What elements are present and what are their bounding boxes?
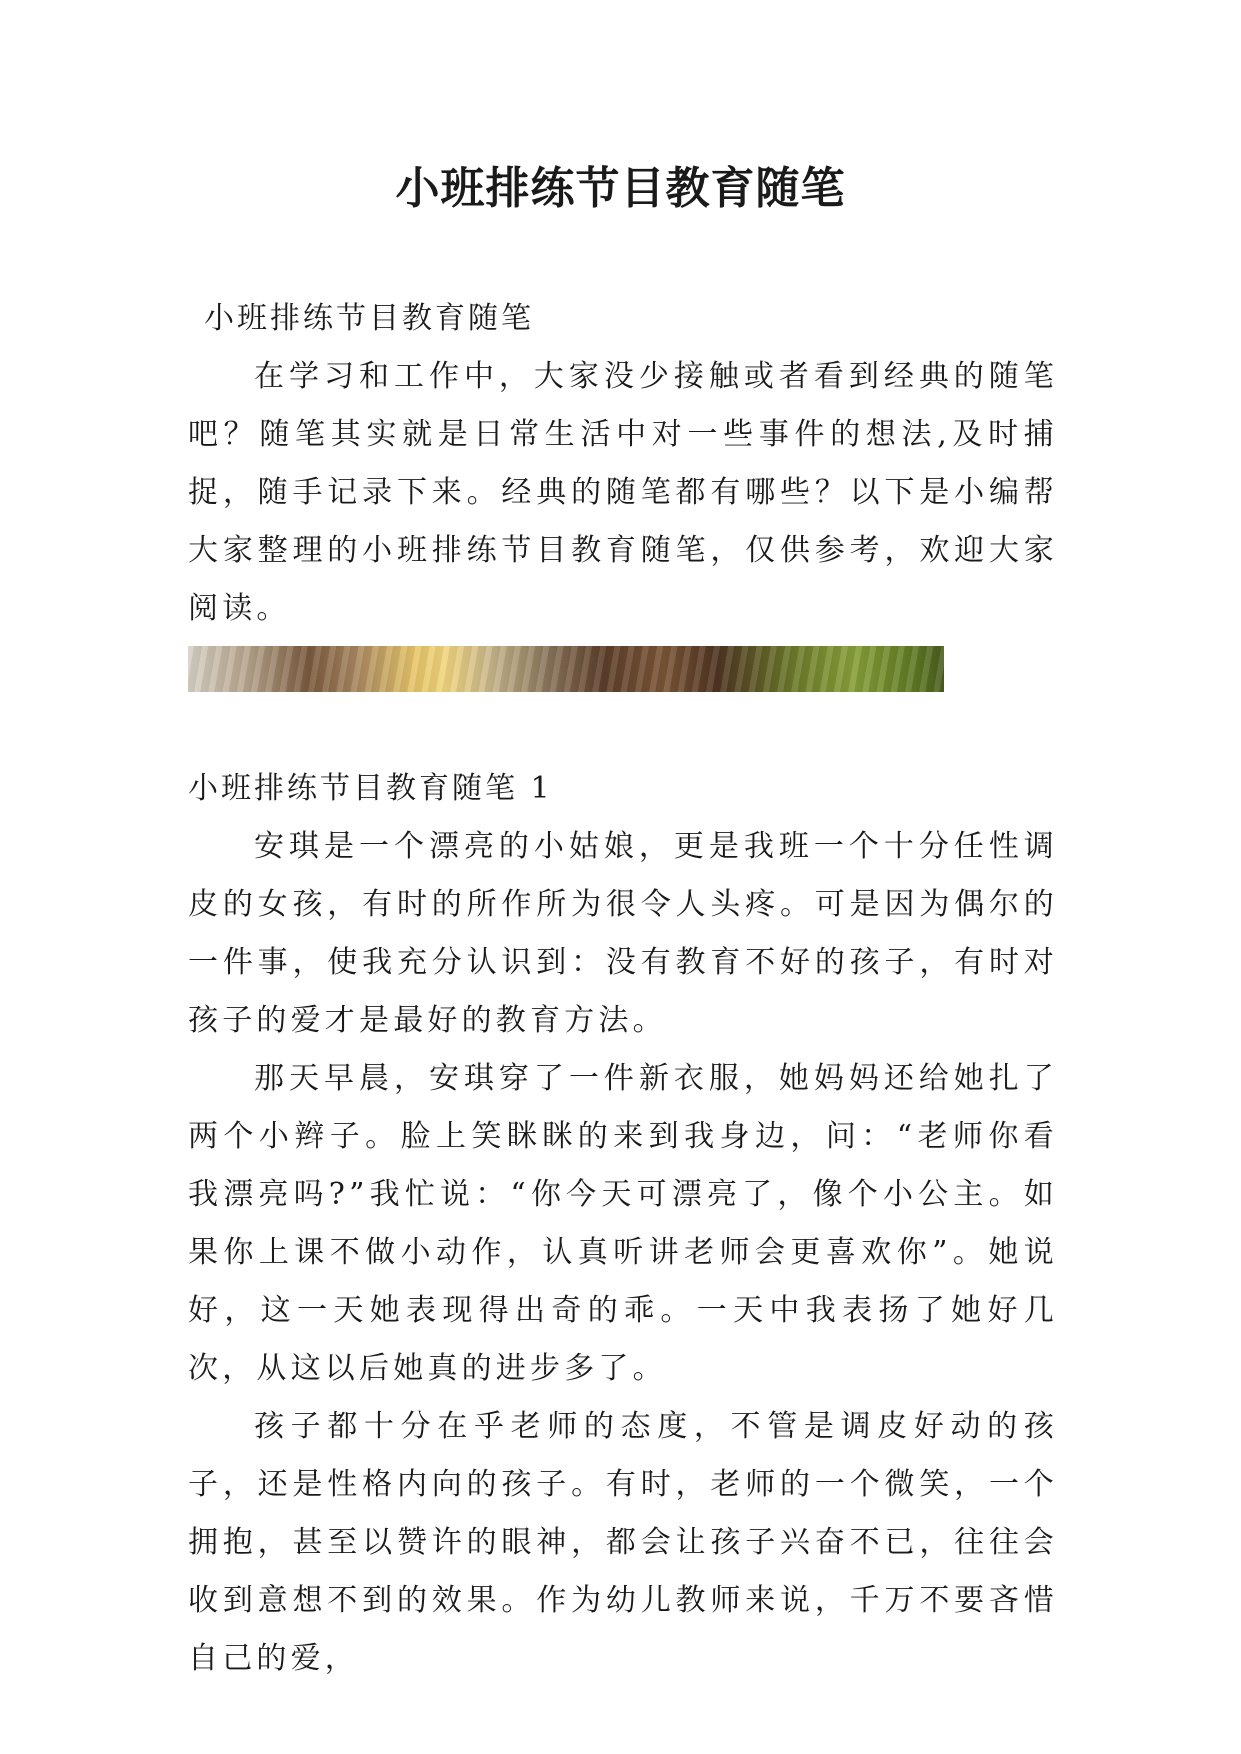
document-body bbox=[188, 290, 1058, 1688]
body-paragraph: 孩子都十分在乎老师的态度，不管是调皮好动的孩子，还是性格内向的孩子。有时，老师的一个微笑，一个拥抱，甚至以赞许的眼神，都会让孩子兴奋不已，往往会收到意想不到的效果。作为幼儿教师来说，千万不要吝惜自己的爱， bbox=[188, 1409, 1058, 1676]
cropped-photo-image bbox=[188, 646, 944, 692]
body-paragraph: 那天早晨，安琪穿了一件新衣服，她妈妈还给她扎了两个小辫子。脸上笑眯眯的来到我身边，问：“老师你看我漂亮吗?”我忙说：“你今天可漂亮了，像个小公主。如果你上课不做小动作，认真听讲老师会更喜欢你”。她说好，这一天她表现得出奇的乖。一天中我表扬了她好几次，从这以后她真的进步多了。 bbox=[188, 1061, 1058, 1386]
body-paragraph: 安琪是一个漂亮的小姑娘，更是我班一个十分任性调皮的女孩，有时的所作所为很令人头疼。可是因为偶尔的一件事，使我充分认识到：没有教育不好的孩子，有时对孩子的爱才是最好的教育方法。 bbox=[188, 829, 1058, 1038]
intro-paragraph: 在学习和工作中，大家没少接触或者看到经典的随笔吧？随笔其实就是日常生活中对一些事件的想法,及时捕捉，随手记录下来。经典的随笔都有哪些？以下是小编帮大家整理的小班排练节目教育随笔，仅供参考，欢迎大家阅读。 bbox=[188, 359, 1058, 626]
document-subtitle: 小班排练节目教育随笔 bbox=[204, 301, 534, 336]
document-title: 小班排练节目教育随笔 bbox=[395, 163, 846, 214]
section-heading: 小班排练节目教育随笔 1 bbox=[188, 771, 553, 806]
